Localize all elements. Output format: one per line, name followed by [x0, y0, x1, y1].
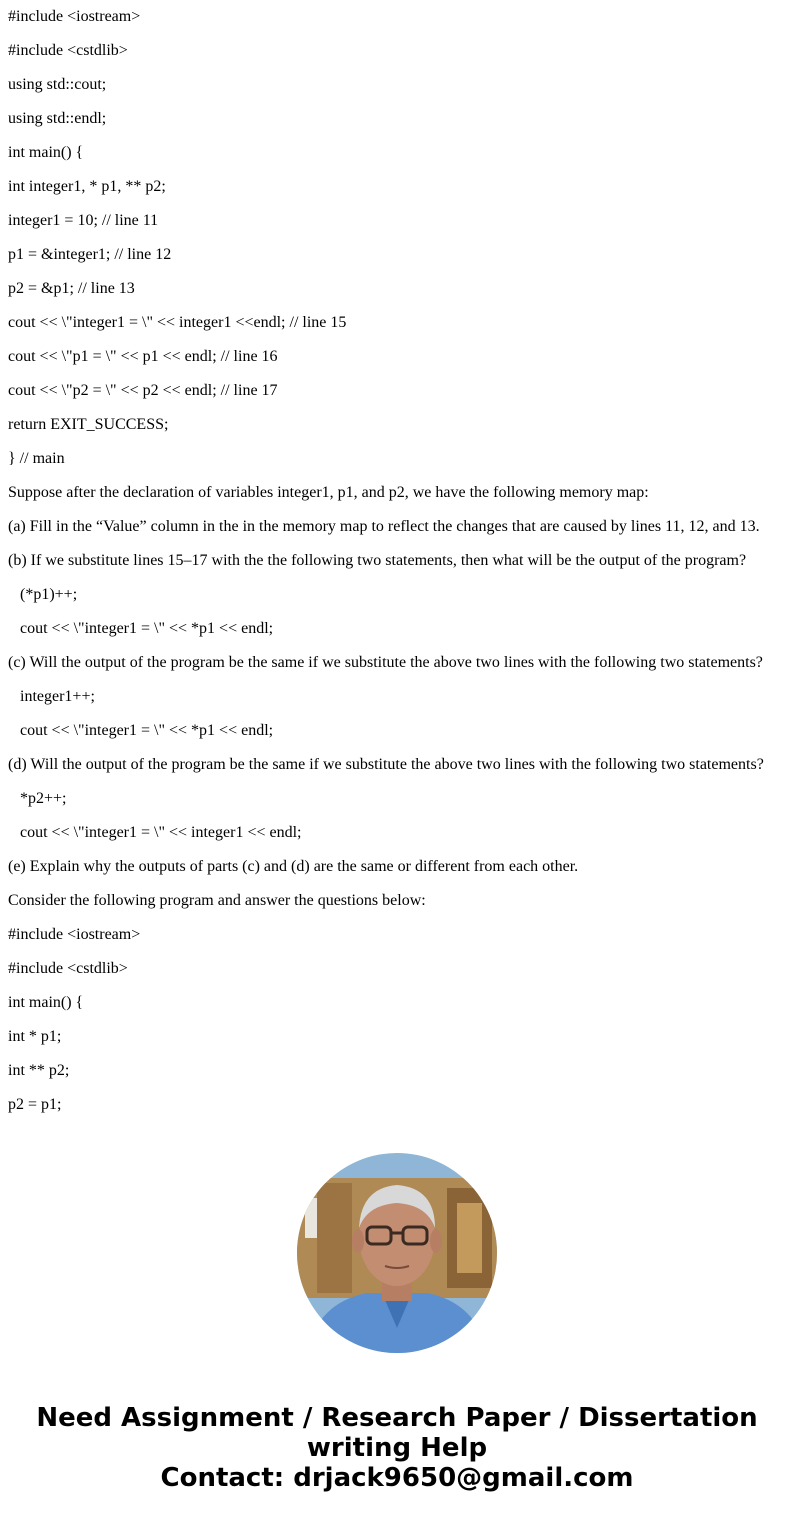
author-photo: [297, 1153, 497, 1353]
author-photo-illustration: [297, 1153, 497, 1353]
text-line: Suppose after the declaration of variables integer1, p1, and p2, we have the following memory map:: [8, 484, 649, 501]
text-line: cout << \"p1 = \" << p1 << endl; // line 16: [8, 348, 278, 365]
text-line: using std::endl;: [8, 110, 107, 127]
promo-banner: [0, 1403, 794, 1493]
text-line: (d) Will the output of the program be the same if we substitute the above two lines with the following two statements?: [8, 756, 764, 773]
text-line: cout << \"integer1 = \" << *p1 << endl;: [20, 722, 274, 739]
text-line: #include <cstdlib>: [8, 42, 128, 59]
text-line: int ** p2;: [8, 1062, 70, 1079]
text-line: #include <iostream>: [8, 926, 141, 943]
text-line: #include <cstdlib>: [8, 960, 128, 977]
text-line: cout << \"p2 = \" << p2 << endl; // line 17: [8, 382, 278, 399]
text-line: using std::cout;: [8, 76, 107, 93]
text-line: return EXIT_SUCCESS;: [8, 416, 169, 433]
text-line: int main() {: [8, 144, 84, 161]
text-line: (*p1)++;: [20, 586, 78, 603]
text-line: (b) If we substitute lines 15–17 with the the following two statements, then what will be the output of the program?: [8, 552, 747, 569]
text-line: #include <iostream>: [8, 8, 141, 25]
text-line: (e) Explain why the outputs of parts (c) and (d) are the same or different from each other.: [8, 858, 579, 875]
text-line: p1 = &integer1; // line 12: [8, 246, 172, 263]
text-line: (c) Will the output of the program be the same if we substitute the above two lines with the following two statements?: [8, 654, 763, 671]
text-line: integer1++;: [20, 688, 95, 705]
text-line: p2 = &p1; // line 13: [8, 280, 135, 297]
text-line: cout << \"integer1 = \" << *p1 << endl;: [20, 620, 274, 637]
document-body: [8, 0, 788, 1122]
text-line: integer1 = 10; // line 11: [8, 212, 159, 229]
promo-line-1: Need Assignment / Research Paper / Dissertation: [36, 1403, 758, 1433]
text-line: cout << \"integer1 = \" << integer1 << endl;: [20, 824, 302, 841]
promo-line-2: writing Help: [306, 1433, 488, 1463]
promo-contact: Contact: drjack9650@gmail.com: [160, 1463, 634, 1493]
text-line: int main() {: [8, 994, 84, 1011]
text-line: } // main: [8, 450, 65, 467]
text-line: *p2++;: [20, 790, 67, 807]
text-line: cout << \"integer1 = \" << integer1 <<endl; // line 15: [8, 314, 347, 331]
text-line: Consider the following program and answer the questions below:: [8, 892, 426, 909]
text-line: int integer1, * p1, ** p2;: [8, 178, 166, 195]
text-line: p2 = p1;: [8, 1096, 62, 1113]
text-line: (a) Fill in the “Value” column in the in the memory map to reflect the changes that are caused by lines 11, 12, and 13.: [8, 518, 760, 535]
text-line: int * p1;: [8, 1028, 62, 1045]
